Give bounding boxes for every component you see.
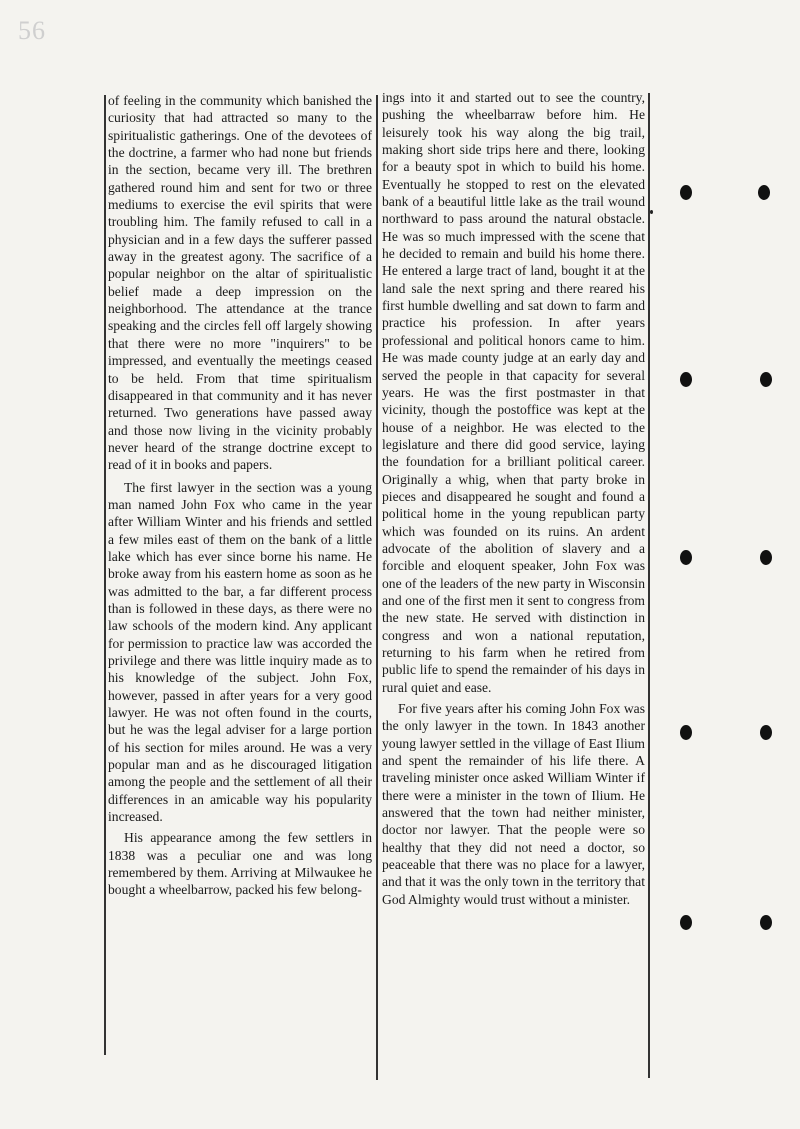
binding-hole [680, 915, 692, 930]
binding-hole [680, 550, 692, 565]
ink-speck [650, 210, 653, 214]
binding-hole [680, 372, 692, 387]
binding-hole [760, 725, 772, 740]
left-text-column [108, 92, 372, 899]
page-number: 56 [18, 16, 46, 45]
left-column-rule [104, 95, 106, 1055]
right-paragraph-1: ings into it and started out to see the country, pushing the wheelbarraw before him. He leisurely took his way along the big trail, making short side trips here and there, looking for a beauty spot in which to build his home. Eventually he stopped to rest on the elevated bank of a beautiful little lake as the trail wound northward to pass around the natural obstacle. He was so much impressed with the scene that he decided to remain and build his home there. He entered a large tract of land, bought it at the land sale the next spring and there reared his first humble dwelling and sat down to farm and practice his profession. In after years professional and political honors came to him. He was made county judge at an early day and served the people in that capacity for several years. He was the first postmaster in that vicinity, though the postoffice was kept at the house of a neighbor. He was elected to the legislature and there did good service, laying the foundation for a brilliant political career. Originally a whig, when that party broke in pieces and disappeared he sought and found a political home in the young republican party which was founded on its ruins. An ardent advocate of the abolition of slavery and a forcible and eloquent speaker, John Fox was one of the leaders of the new party in Wisconsin and one of the first men it sent to congress from the new state. He served with distinction in congress and won a national reputation, returning to his farm when he retired from public life to spend the remainder of his days in rural quiet and ease. [382, 90, 645, 695]
left-paragraph-1: of feeling in the community which banished the curiosity that had attracted so many to the spiritualistic gatherings. One of the devotees of the doctrine, a farmer who had none but friends in the section, became very ill. The brethren gathered round him and sent for two or three mediums to exercise the evil spirits that were troubling him. The family refused to call in a physician and in a few days the sufferer passed away in the greatest agony. The sacrifice of a popular neighbor on the altar of spiritualistic belief made a deep impression on the neighborhood. The attendance at the trance speaking and the circles fell off largely showing that there were no more "inquirers" to be impressed, and eventually the meetings ceased to be held. From that time spiritualism disappeared in that community and it has never returned. Two generations have passed away and those now living in the vicinity probably never heard of the strange doctrine except to read of it in books and papers. [108, 93, 372, 473]
binding-hole [680, 185, 692, 200]
right-column-rule [648, 93, 650, 1078]
right-paragraph-2: For five years after his coming John Fox was the only lawyer in the town. In 1843 another young lawyer settled in the village of East Ilium and spent the remainder of his life there. A traveling minister once asked William Winter if there were a minister in the town of Ilium. He answered that the town had neither minister, doctor nor lawyer. That the people were so healthy that they did not need a doctor, so peaceable that there was no place for a lawyer, and that it was the only town in the territory that God Almighty would trust without a minister. [382, 701, 645, 907]
binding-hole [760, 550, 772, 565]
binding-hole [680, 725, 692, 740]
binding-hole [760, 372, 772, 387]
left-paragraph-2: The first lawyer in the section was a young man named John Fox who came in the year after William Winter and his friends and settled a few miles east of them on the bank of a little lake which has ever since borne his name. He broke away from his eastern home as soon as he was admitted to the bar, a far different process than is followed in these days, as there were no law schools of the modern kind. Any applicant for permission to practice law was accorded the privilege and there was little inquiry made as to his knowledge of the subject. John Fox, however, passed in after years for a very good lawyer. He was not often found in the courts, but he was the legal adviser for a large portion of his section for miles around. He was a very popular man and as he discouraged litigation among the people and the settlement of all their differences in an amicable way his popularity increased. [108, 479, 372, 825]
center-column-rule [376, 95, 378, 1080]
right-text-column [382, 89, 645, 908]
binding-hole [758, 185, 770, 200]
left-paragraph-3: His appearance among the few settlers in 1838 was a peculiar one and was long remembered by them. Arriving at Milwaukee he bought a wheelbarrow, packed his few belong- [108, 830, 372, 898]
binding-hole [760, 915, 772, 930]
